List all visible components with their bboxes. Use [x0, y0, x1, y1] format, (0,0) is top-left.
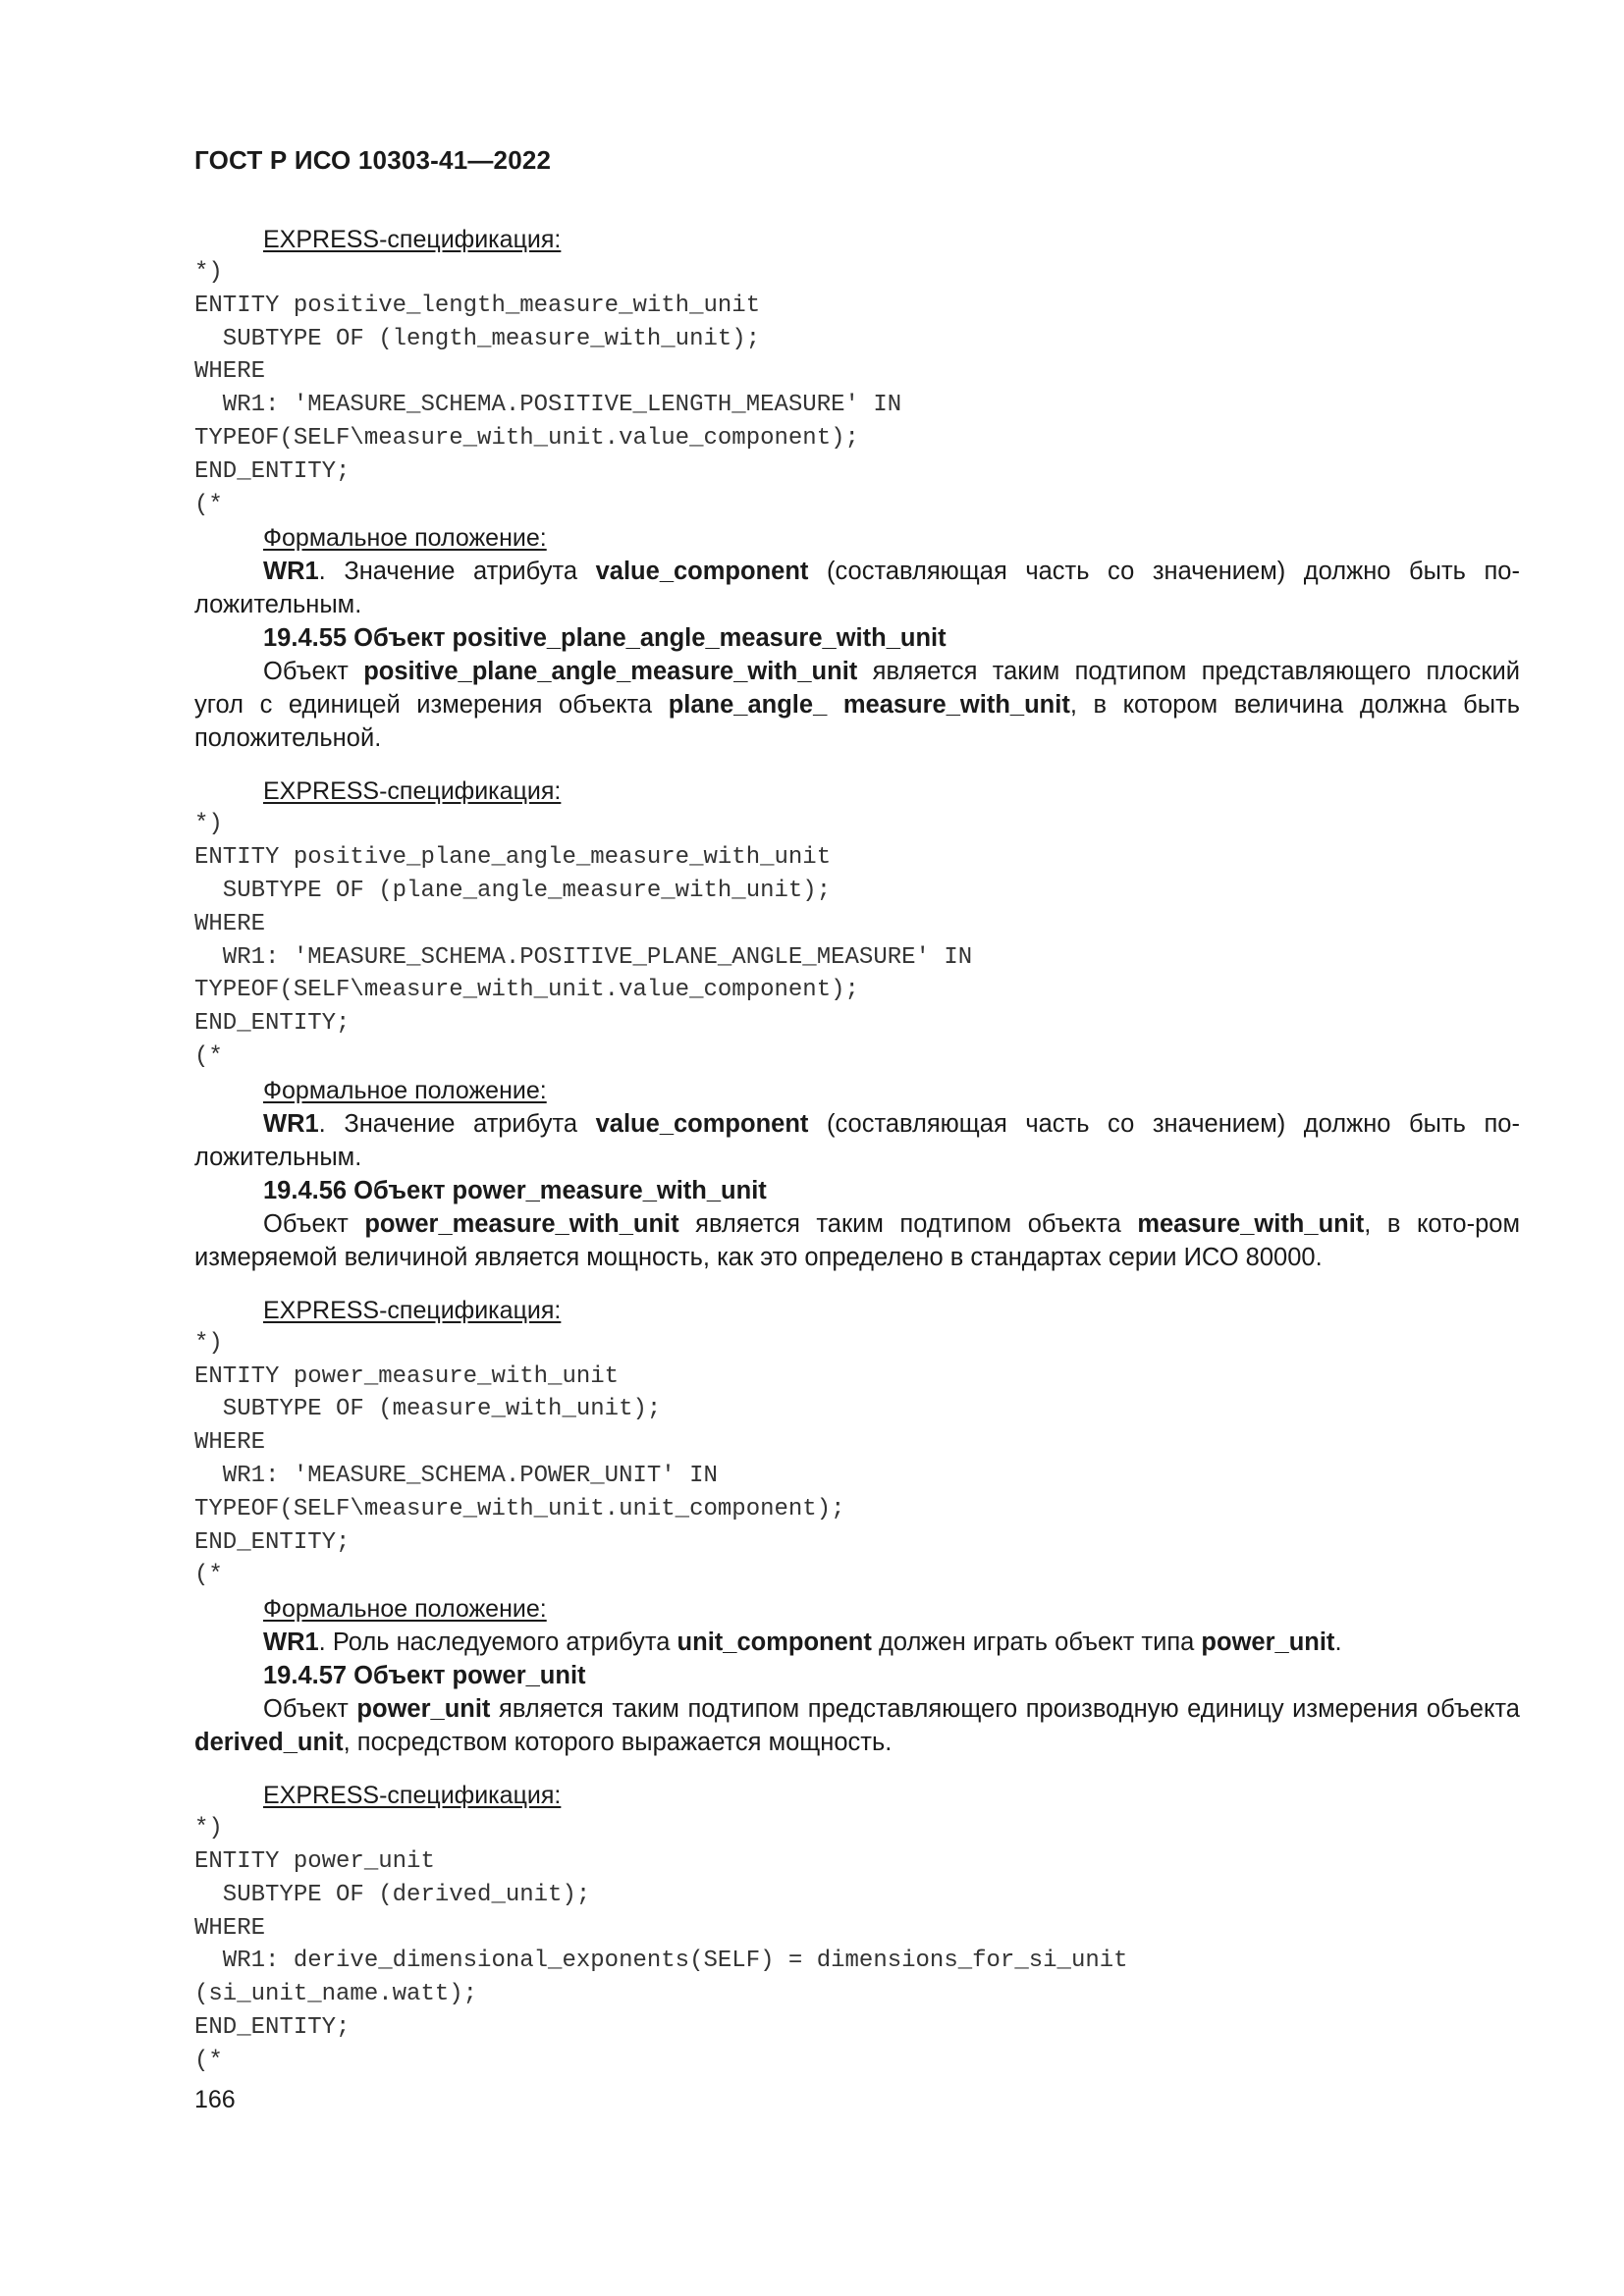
- bold-term: power_measure_with_unit: [364, 1209, 679, 1238]
- code-line: (*: [194, 1562, 223, 1589]
- code-line: TYPEOF(SELF\measure_with_unit.unit_component);: [194, 1495, 845, 1522]
- code-line: *): [194, 1329, 223, 1357]
- code-line: SUBTYPE OF (derived_unit);: [194, 1881, 591, 1908]
- section-heading: 19.4.57 Объект power_unit: [263, 1662, 586, 1690]
- bold-term: power_unit: [1201, 1629, 1335, 1657]
- code-line: WHERE: [194, 910, 266, 937]
- text-run: , в котором величина должна быть положительной.: [194, 691, 1521, 753]
- code-line: END_ENTITY;: [194, 1528, 351, 1556]
- code-line: (si_unit_name.watt);: [194, 1981, 478, 2008]
- paragraph: [194, 1207, 1520, 1274]
- code-line: SUBTYPE OF (length_measure_with_unit);: [194, 325, 761, 352]
- text-run: является таким подтипом представляющего производную единицу измерения объекта: [490, 1695, 1520, 1724]
- text-run: Объект: [263, 658, 364, 686]
- section-heading: 19.4.55 Объект positive_plane_angle_measure_with_unit: [263, 624, 947, 653]
- paragraph: [194, 555, 1520, 621]
- express-label: EXPRESS-спецификация:: [263, 777, 562, 806]
- bold-term: unit_component: [677, 1629, 872, 1657]
- section-heading: 19.4.56 Объект power_measure_with_unit: [263, 1176, 767, 1204]
- code-line: SUBTYPE OF (plane_angle_measure_with_unit);: [194, 877, 832, 904]
- code-line: ENTITY power_unit: [194, 1847, 435, 1875]
- bold-term: value_component: [595, 1109, 809, 1138]
- code-line: SUBTYPE OF (measure_with_unit);: [194, 1396, 662, 1423]
- spacer: [194, 755, 1520, 774]
- express-label: EXPRESS-спецификация:: [263, 226, 562, 253]
- code-line: ENTITY power_measure_with_unit: [194, 1362, 620, 1390]
- text-run: . Значение атрибута: [318, 1109, 596, 1138]
- text-run: . Роль наследуемого атрибута: [318, 1629, 677, 1657]
- document-header: ГОСТ Р ИСО 10303-41—2022: [194, 145, 552, 175]
- text-run: .: [1334, 1629, 1342, 1657]
- code-line: (*: [194, 491, 223, 518]
- code-line: WHERE: [194, 358, 266, 386]
- text-run: (составляющая часть со значением) должно быть по-ложительным.: [194, 558, 1520, 619]
- code-line: *): [194, 1815, 223, 1842]
- bold-term: measure_with_unit: [1137, 1209, 1365, 1238]
- spacer: [194, 1274, 1520, 1294]
- spacer: [194, 1759, 1520, 1779]
- bold-term: power_unit: [356, 1695, 491, 1724]
- bold-term: positive_plane_angle_measure_with_unit: [363, 658, 858, 686]
- code-line: END_ENTITY;: [194, 1010, 351, 1038]
- text-run: должен играть объект типа: [871, 1629, 1202, 1657]
- code-line: WR1: 'MEASURE_SCHEMA.POWER_UNIT' IN: [194, 1462, 718, 1489]
- express-label: EXPRESS-спецификация:: [263, 1296, 562, 1324]
- text-run: . Значение атрибута: [318, 558, 596, 586]
- bold-term: WR1: [263, 1109, 319, 1138]
- code-line: WR1: derive_dimensional_exponents(SELF) = dimensions_for_si_unit: [194, 1948, 1128, 1975]
- text-run: является таким подтипом представляющего плоский угол с единицей измерения объекта: [194, 658, 1520, 720]
- paragraph: [194, 655, 1520, 755]
- text-run: , посредством которого выражается мощность.: [343, 1729, 893, 1757]
- document-page: [194, 145, 1520, 2114]
- page-number: 166: [194, 2085, 236, 2113]
- code-line: WHERE: [194, 1914, 266, 1942]
- code-line: (*: [194, 2047, 223, 2074]
- document-content: [194, 223, 1520, 2078]
- text-run: , в кото-ром измеряемой величиной является мощность, как это определено в стандартах серии ИСО 80000.: [194, 1209, 1520, 1271]
- bold-term: plane_angle_ measure_with_unit: [668, 691, 1070, 720]
- express-code-block: [194, 1812, 1520, 2077]
- code-line: WHERE: [194, 1429, 266, 1457]
- code-line: ENTITY positive_plane_angle_measure_with_unit: [194, 844, 832, 872]
- express-label: Формальное положение:: [263, 1076, 547, 1104]
- express-label: Формальное положение:: [263, 524, 547, 553]
- bold-term: derived_unit: [194, 1729, 344, 1757]
- paragraph: [194, 1692, 1520, 1759]
- text-run: Объект: [263, 1695, 357, 1724]
- express-label: EXPRESS-спецификация:: [263, 1782, 562, 1810]
- code-line: TYPEOF(SELF\measure_with_unit.value_component);: [194, 977, 859, 1004]
- code-line: WR1: 'MEASURE_SCHEMA.POSITIVE_LENGTH_MEASURE' IN: [194, 392, 902, 419]
- code-line: (*: [194, 1042, 223, 1070]
- express-code-block: [194, 1327, 1520, 1592]
- express-code-block: [194, 256, 1520, 521]
- text-run: является таким подтипом объекта: [678, 1209, 1138, 1238]
- paragraph: [194, 1107, 1520, 1174]
- code-line: *): [194, 811, 223, 838]
- bold-term: WR1: [263, 558, 319, 586]
- express-label: Формальное положение:: [263, 1595, 547, 1624]
- code-line: END_ENTITY;: [194, 457, 351, 485]
- text-run: Объект: [263, 1209, 365, 1238]
- paragraph: [194, 1626, 1520, 1659]
- text-run: (составляющая часть со значением) должно быть по-ложительным.: [194, 1109, 1520, 1171]
- code-line: WR1: 'MEASURE_SCHEMA.POSITIVE_PLANE_ANGLE_MEASURE' IN: [194, 943, 973, 971]
- express-code-block: [194, 808, 1520, 1073]
- code-line: TYPEOF(SELF\measure_with_unit.value_component);: [194, 424, 859, 452]
- code-line: *): [194, 259, 223, 286]
- code-line: ENTITY positive_length_measure_with_unit: [194, 292, 761, 319]
- bold-term: value_component: [595, 558, 809, 586]
- code-line: END_ENTITY;: [194, 2013, 351, 2041]
- bold-term: WR1: [263, 1629, 319, 1657]
